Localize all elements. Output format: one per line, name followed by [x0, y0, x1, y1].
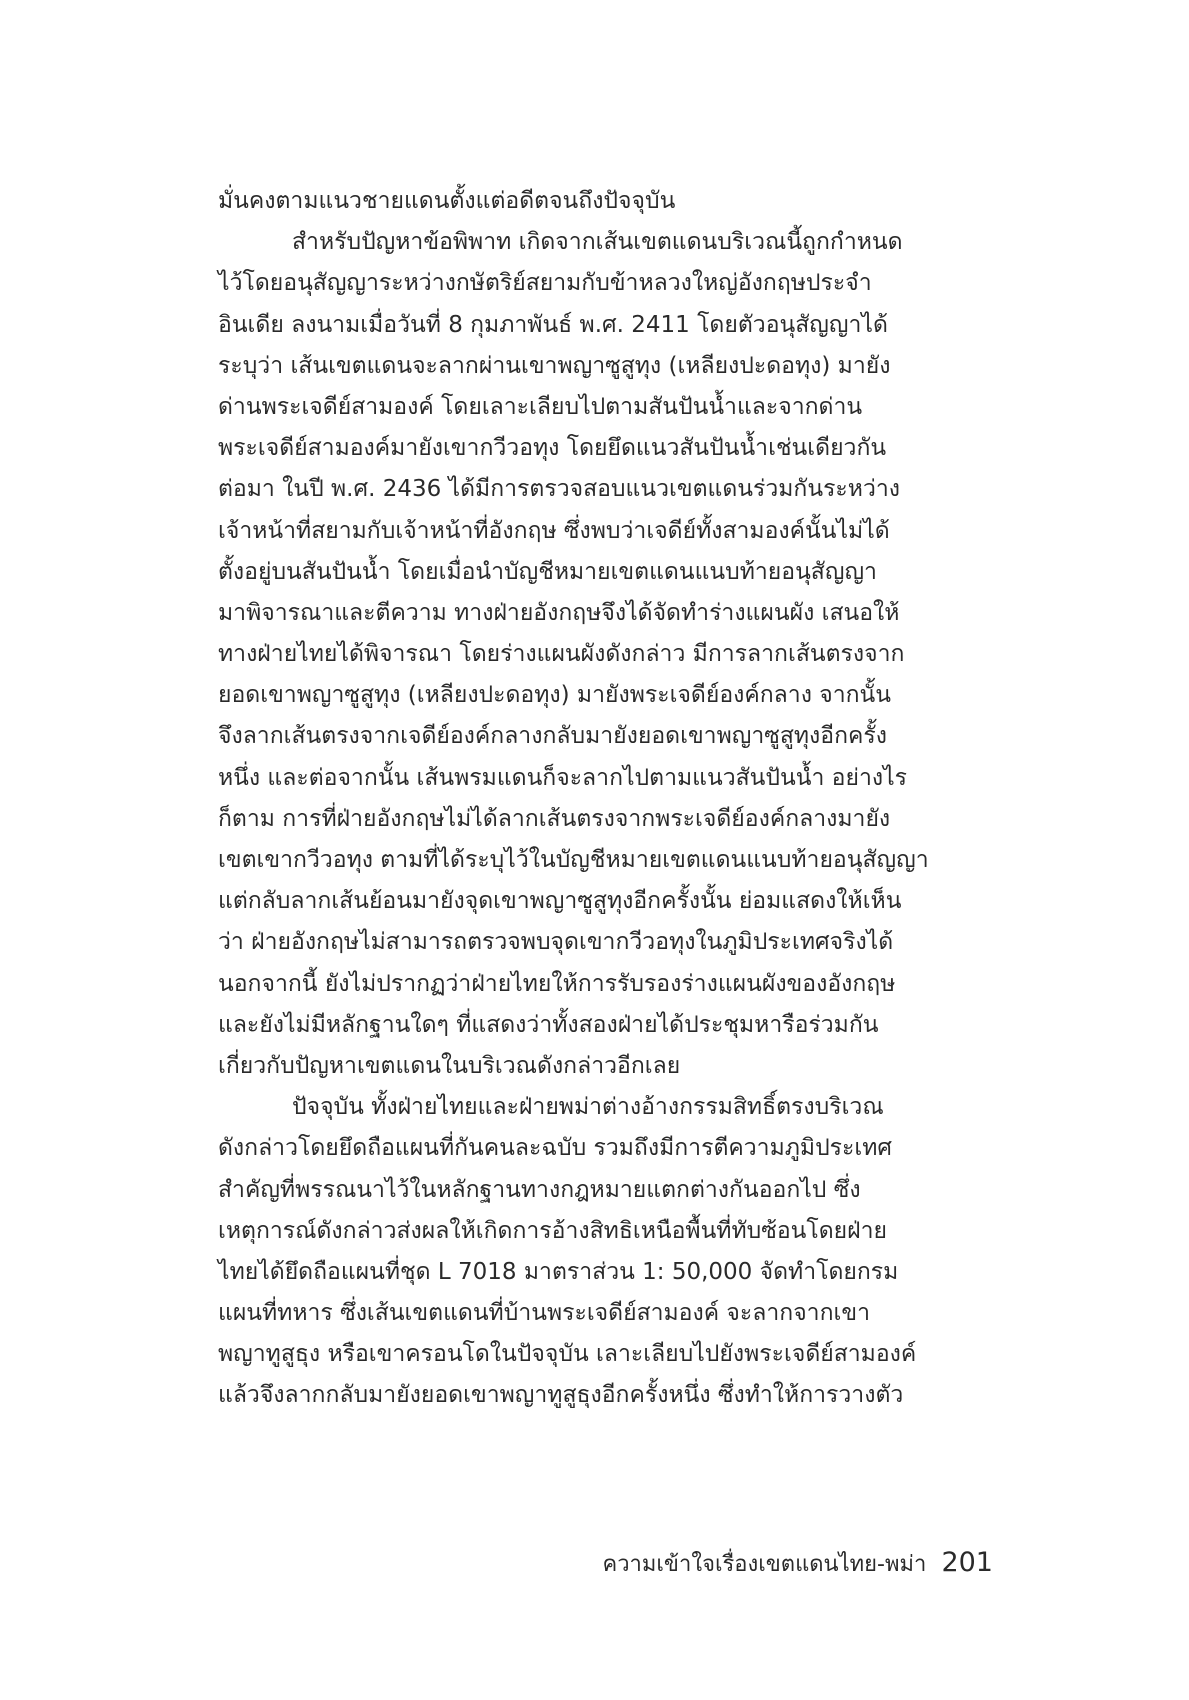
body-text: [218, 181, 993, 1417]
text-line: จึงลากเส้นตรงจากเจดีย์องค์กลางกลับมายังยอดเขาพญาซูสูทุงอีกครั้ง: [218, 723, 887, 750]
page-footer: [602, 1546, 993, 1581]
text-line: ไว้โดยอนุสัญญาระหว่างกษัตริย์สยามกับข้าหลวงใหญ่อังกฤษประจำ: [218, 270, 872, 297]
text-line: ระบุว่า เส้นเขตแดนจะลากผ่านเขาพญาซูสูทุง (เหลียงปะดอทุง) มายัง: [218, 352, 891, 379]
text-line: ตั้งอยู่บนสันปันน้ำ โดยเมื่อนำบัญชีหมายเขตแดนแนบท้ายอนุสัญญา: [218, 558, 877, 585]
text-line: หนึ่ง และต่อจากนั้น เส้นพรมแดนก็จะลากไปตามแนวสันปันน้ำ อย่างไร: [218, 764, 908, 791]
text-line: เกี่ยวกับปัญหาเขตแดนในบริเวณดังกล่าวอีกเลย: [218, 1052, 681, 1079]
text-line: และยังไม่มีหลักฐานใดๆ ที่แสดงว่าทั้งสองฝ่ายได้ประชุมหารือร่วมกัน: [218, 1011, 879, 1038]
text-line: ทางฝ่ายไทยได้พิจารณา โดยร่างแผนผังดังกล่าว มีการลากเส้นตรงจาก: [218, 641, 905, 668]
text-line: มาพิจารณาและตีความ ทางฝ่ายอังกฤษจึงได้จัดทำร่างแผนผัง เสนอให้: [218, 599, 900, 626]
paragraph-first-line: สำหรับปัญหาข้อพิพาท เกิดจากเส้นเขตแดนบริเวณนี้ถูกกำหนด: [292, 229, 903, 256]
text-line: ด่านพระเจดีย์สามองค์ โดยเลาะเลียบไปตามสันปันน้ำและจากด่าน: [218, 393, 863, 420]
text-line: ต่อมา ในปี พ.ศ. 2436 ได้มีการตรวจสอบแนวเขตแดนร่วมกันระหว่าง: [218, 476, 901, 503]
text-line: ว่า ฝ่ายอังกฤษไม่สามารถตรวจพบจุดเขากวีวอทุงในภูมิประเทศจริงได้: [218, 929, 894, 956]
text-line: แล้วจึงลากกลับมายังยอดเขาพญาทูสูธุงอีกครั้งหนึ่ง ซึ่งทำให้การวางตัว: [218, 1382, 904, 1409]
text-line: แต่กลับลากเส้นย้อนมายังจุดเขาพญาซูสูทุงอีกครั้งนั้น ย่อมแสดงให้เห็น: [218, 888, 902, 915]
text-line: มั่นคงตามแนวชายแดนตั้งแต่อดีตจนถึงปัจจุบัน: [218, 188, 676, 214]
text-line: พญาทูสูธุง หรือเขาครอนโดในปัจจุบัน เลาะเลียบไปยังพระเจดีย์สามองค์: [218, 1341, 917, 1368]
text-line: อินเดีย ลงนามเมื่อวันที่ 8 กุมภาพันธ์ พ.ศ. 2411 โดยตัวอนุสัญญาได้: [218, 311, 888, 338]
text-line: เจ้าหน้าที่สยามกับเจ้าหน้าที่อังกฤษ ซึ่งพบว่าเจดีย์ทั้งสามองค์นั้นไม่ได้: [218, 517, 890, 544]
text-line: ดังกล่าวโดยยึดถือแผนที่กันคนละฉบับ รวมถึงมีการตีความภูมิประเทศ: [218, 1135, 893, 1162]
text-line: ไทยได้ยึดถือแผนที่ชุด L 7018 มาตราส่วน 1: 50,000 จัดทำโดยกรม: [218, 1258, 899, 1285]
text-line: สำคัญที่พรรณนาไว้ในหลักฐานทางกฎหมายแตกต่างกันออกไป ซึ่ง: [218, 1176, 861, 1203]
text-line: เหตุการณ์ดังกล่าวส่งผลให้เกิดการอ้างสิทธิเหนือพื้นที่ทับซ้อนโดยฝ่าย: [218, 1217, 887, 1244]
page-number: 201: [941, 1547, 993, 1578]
running-title: ความเข้าใจเรื่องเขตแดนไทย-พม่า: [602, 1552, 927, 1577]
text-line: ยอดเขาพญาซูสูทุง (เหลียงปะดอทุง) มายังพระเจดีย์องค์กลาง จากนั้น: [218, 682, 891, 709]
text-line: เขตเขากวีวอทุง ตามที่ได้ระบุไว้ในบัญชีหมายเขตแดนแนบท้ายอนุสัญญา: [218, 847, 929, 873]
text-line: นอกจากนี้ ยังไม่ปรากฏว่าฝ่ายไทยให้การรับรองร่างแผนผังของอังกฤษ: [218, 970, 896, 997]
text-line: แผนที่ทหาร ซึ่งเส้นเขตแดนที่บ้านพระเจดีย์สามองค์ จะลากจากเขา: [218, 1300, 871, 1327]
text-line: ก็ตาม การที่ฝ่ายอังกฤษไม่ได้ลากเส้นตรงจากพระเจดีย์องค์กลางมายัง: [218, 805, 891, 832]
paragraph-first-line: ปัจจุบัน ทั้งฝ่ายไทยและฝ่ายพม่าต่างอ้างกรรมสิทธิ์ตรงบริเวณ: [292, 1094, 884, 1121]
text-line: พระเจดีย์สามองค์มายังเขากวีวอทุง โดยยึดแนวสันปันน้ำเช่นเดียวกัน: [218, 435, 887, 462]
